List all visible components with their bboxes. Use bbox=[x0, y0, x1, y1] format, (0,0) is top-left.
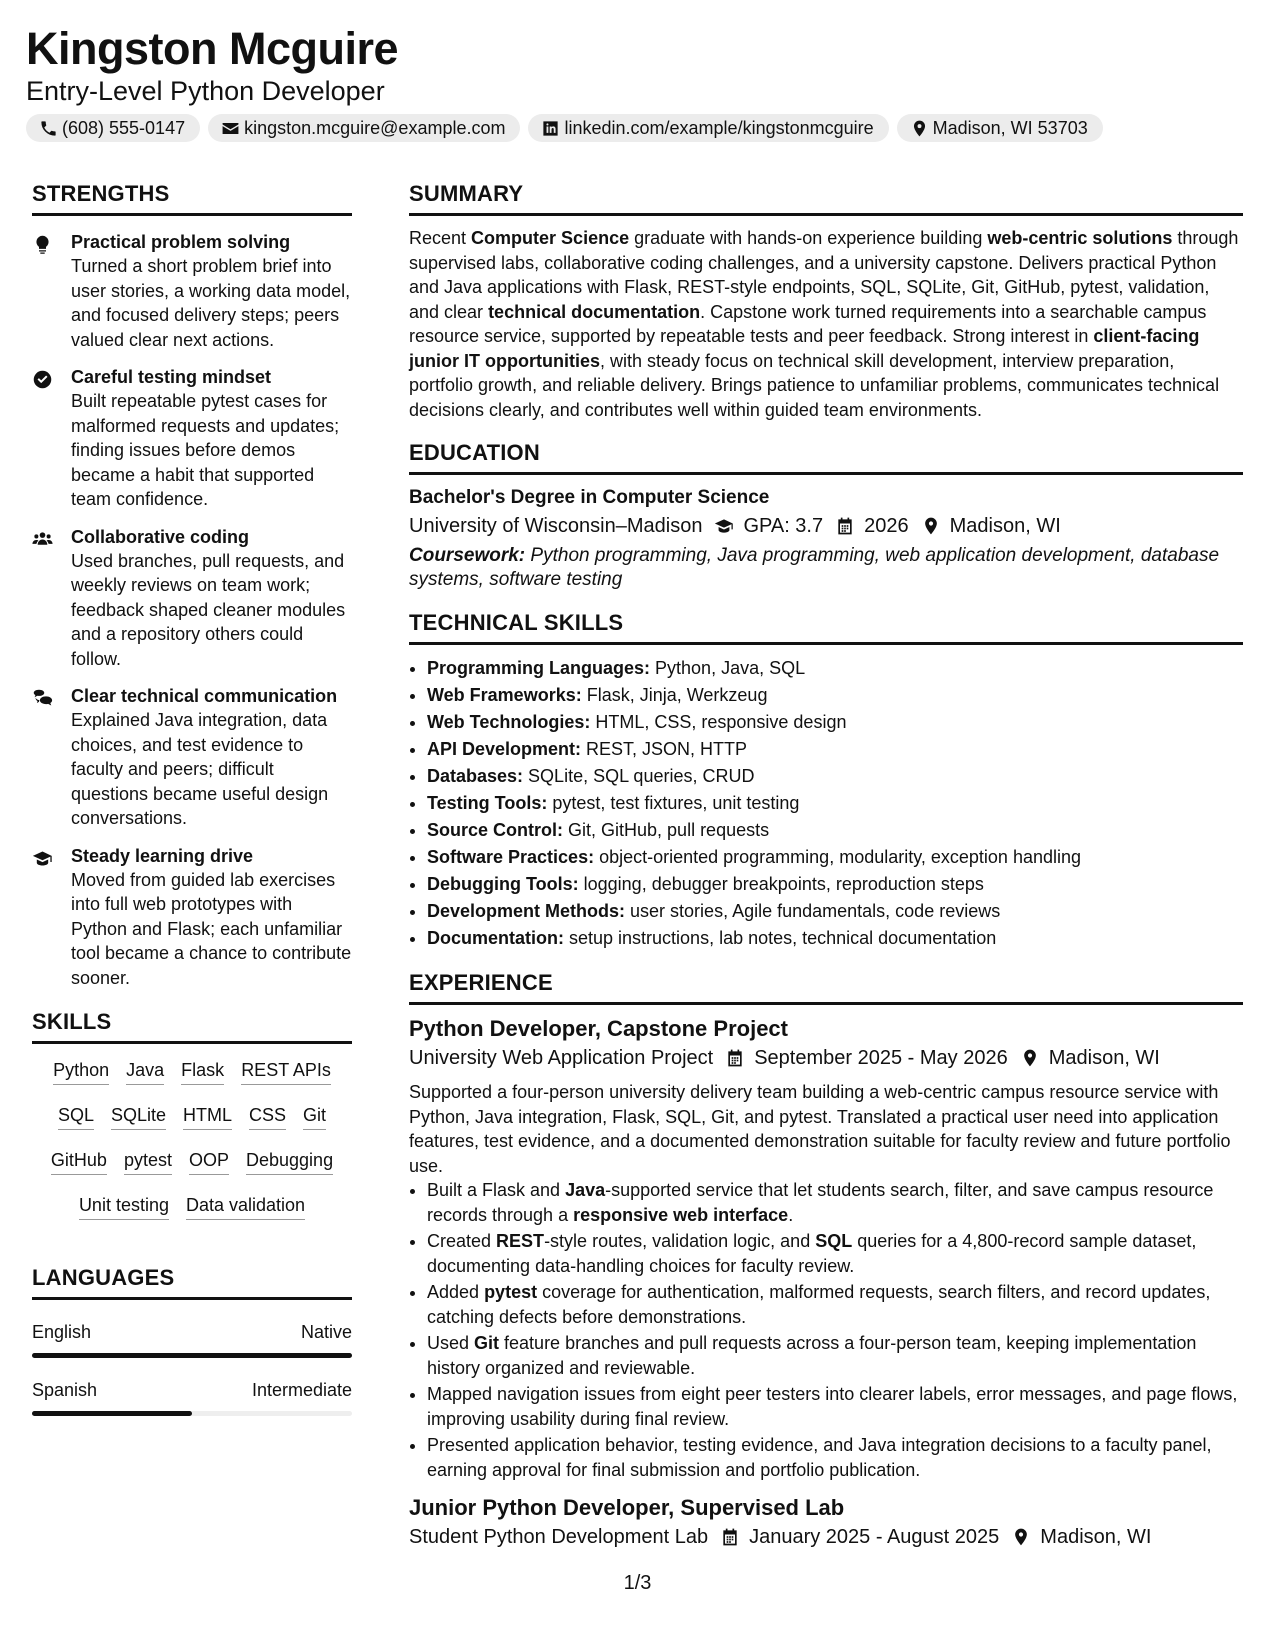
left-column bbox=[32, 180, 352, 1416]
technical-skill-item bbox=[427, 655, 1243, 682]
calendar-icon bbox=[725, 1048, 745, 1068]
skill-tag: pytest bbox=[124, 1148, 172, 1175]
education-coursework bbox=[409, 544, 1243, 592]
strength-item bbox=[32, 525, 352, 672]
skill-tag: HTML bbox=[183, 1103, 232, 1130]
skill-value: user stories, Agile fundamentals, code reviews bbox=[625, 901, 1001, 921]
language-name: English bbox=[32, 1322, 92, 1342]
bullet-part: Built a Flask and bbox=[427, 1180, 566, 1200]
skill-tag: Flask bbox=[181, 1058, 224, 1085]
education-degree: Bachelor's Degree in Computer Science bbox=[409, 487, 770, 508]
technical-skill-item bbox=[427, 709, 1243, 736]
job-title: Junior Python Developer, Supervised Lab bbox=[409, 1495, 845, 1520]
job-org: Student Python Development Lab bbox=[409, 1526, 709, 1548]
skill-label: Development Methods: bbox=[427, 901, 626, 921]
strength-item bbox=[32, 365, 352, 512]
strength-desc: Turned a short problem brief into user stories, a working data model, and focused delivery steps; peers valued clear next actions. bbox=[71, 256, 351, 350]
skill-label: Web Technologies: bbox=[427, 712, 591, 732]
language-bar bbox=[32, 1353, 352, 1358]
skill-tag: SQL bbox=[58, 1103, 94, 1130]
strength-desc: Explained Java integration, data choices, and test evidence to faculty and peers; difficult questions became useful design conversations. bbox=[71, 710, 329, 828]
candidate-name: Kingston Mcguire bbox=[26, 23, 398, 74]
bullet-part: feature branches and pull requests across a four-person team, keeping implementation history organized and reviewable. bbox=[427, 1333, 1197, 1378]
job-bullet bbox=[427, 1280, 1243, 1329]
skill-label: Documentation: bbox=[427, 928, 564, 948]
contact-bar bbox=[26, 114, 1103, 142]
technical-skills-heading: TECHNICAL SKILLS bbox=[409, 609, 1243, 645]
right-column bbox=[409, 180, 1243, 1552]
calendar-icon bbox=[835, 516, 855, 536]
summary-part: technical documentation bbox=[488, 301, 701, 322]
contact-email[interactable] bbox=[208, 114, 520, 142]
skill-label: Web Frameworks: bbox=[427, 685, 582, 705]
skill-tag: REST APIs bbox=[241, 1058, 331, 1085]
strength-title: Careful testing mindset bbox=[71, 367, 272, 387]
skill-label: Testing Tools: bbox=[427, 793, 548, 813]
summary-part: Recent bbox=[409, 228, 472, 248]
technical-skill-item bbox=[427, 682, 1243, 709]
linkedin-icon bbox=[541, 119, 560, 138]
language-item bbox=[32, 1378, 352, 1416]
bullet-part: Mapped navigation issues from eight peer testers into clearer labels, error messages, and page flows, improving usability during final review. bbox=[427, 1384, 1238, 1429]
bullet-part: SQL bbox=[815, 1231, 853, 1251]
job-meta bbox=[409, 1522, 1243, 1552]
job-bullet bbox=[427, 1433, 1243, 1482]
skill-tag: GitHub bbox=[51, 1148, 107, 1175]
graduation-cap-icon bbox=[714, 516, 734, 536]
job-meta bbox=[409, 1043, 1243, 1073]
graduation-cap-icon bbox=[32, 848, 53, 869]
language-level: Native bbox=[300, 1322, 352, 1342]
strength-item bbox=[32, 230, 352, 352]
bullet-part: . bbox=[788, 1204, 794, 1225]
technical-skills-list bbox=[409, 655, 1243, 952]
summary-part: web-centric solutions bbox=[987, 228, 1173, 248]
lightbulb-icon bbox=[32, 234, 53, 255]
skill-value: REST, JSON, HTTP bbox=[581, 739, 748, 759]
education-gpa: GPA: 3.7 bbox=[743, 515, 824, 537]
map-pin-icon bbox=[1011, 1527, 1031, 1547]
bullet-part: coverage for authentication, malformed requests, search filters, and record updates, catching defects before demonstrations. bbox=[427, 1282, 1211, 1327]
skill-tag: OOP bbox=[189, 1148, 229, 1175]
job-entry bbox=[409, 1015, 1243, 1482]
strength-desc: Used branches, pull requests, and weekly reviews on team work; feedback shaped cleaner modules and a repository others could follow. bbox=[71, 550, 346, 669]
technical-skill-item bbox=[427, 790, 1243, 817]
comments-icon bbox=[32, 688, 53, 709]
check-circle-icon bbox=[32, 369, 53, 390]
contact-location[interactable] bbox=[897, 114, 1103, 142]
bullet-part: queries for a 4,800-record sample dataset, documenting data-handling choices for faculty review. bbox=[427, 1231, 1197, 1276]
summary-text bbox=[409, 226, 1243, 422]
job-entry bbox=[409, 1494, 1243, 1552]
skill-tag: Debugging bbox=[246, 1148, 333, 1175]
language-bar-fill bbox=[32, 1411, 192, 1416]
education-year: 2026 bbox=[864, 515, 909, 537]
bullet-part: Git bbox=[474, 1333, 500, 1353]
job-location: Madison, WI bbox=[1048, 1047, 1160, 1069]
skill-label: Databases: bbox=[427, 766, 524, 786]
strengths-heading: STRENGTHS bbox=[32, 180, 352, 216]
skill-value: object-oriented programming, modularity, exception handling bbox=[594, 847, 1082, 867]
users-icon bbox=[32, 529, 53, 550]
phone-icon bbox=[39, 119, 58, 138]
skills-heading: SKILLS bbox=[32, 1008, 352, 1044]
job-location: Madison, WI bbox=[1040, 1526, 1152, 1548]
skill-tag: SQLite bbox=[111, 1103, 166, 1130]
summary-part: client-facing junior IT opportunities bbox=[409, 326, 1200, 371]
contact-linkedin[interactable] bbox=[528, 114, 888, 142]
skill-value: Python, Java, SQL bbox=[650, 658, 806, 678]
map-pin-icon bbox=[921, 516, 941, 536]
coursework-label: Coursework: bbox=[409, 545, 526, 566]
strength-desc: Built repeatable pytest cases for malformed requests and updates; finding issues before demos became a habit that supported team confidence. bbox=[71, 391, 340, 509]
skill-value: setup instructions, lab notes, technical documentation bbox=[564, 928, 997, 948]
contact-linkedin-text: linkedin.com/example/kingstonmcguire bbox=[564, 117, 874, 138]
job-bullet bbox=[427, 1178, 1243, 1227]
contact-phone-text: (608) 555-0147 bbox=[62, 117, 186, 138]
technical-skill-item bbox=[427, 817, 1243, 844]
technical-skill-item bbox=[427, 925, 1243, 952]
contact-phone[interactable] bbox=[26, 114, 200, 142]
bullet-part: responsive web interface bbox=[573, 1204, 789, 1225]
skill-label: API Development: bbox=[427, 739, 582, 759]
summary-heading: SUMMARY bbox=[409, 180, 1243, 216]
strengths-list bbox=[32, 230, 352, 990]
language-bar bbox=[32, 1411, 352, 1416]
bullet-part: Java bbox=[565, 1180, 606, 1200]
technical-skill-item bbox=[427, 844, 1243, 871]
summary-part: , with steady focus on technical skill development, interview preparation, portfolio growth, and reliable delivery. Brings patience to unfamiliar problems, communicates technical decisions clearly, and contributes well within guided team environments. bbox=[409, 350, 1220, 420]
job-description: Supported a four-person university delivery team building a web-centric campus resource service with Python, Java integration, Flask, SQL, Git, and pytest. Translated a practical user need into application features, test evidence, and a documented demonstration suitable for faculty review and future portfolio use. bbox=[409, 1082, 1231, 1176]
summary-part: . Capstone work turned requirements into a searchable campus resource service, supported by repeatable tests and peer feedback. Strong interest in bbox=[409, 301, 1207, 346]
language-name: Spanish bbox=[32, 1380, 98, 1400]
job-org: University Web Application Project bbox=[409, 1047, 714, 1069]
bullet-part: pytest bbox=[484, 1282, 538, 1302]
summary-part: through supervised labs, collaborative coding challenges, and a university capstone. Delivers practical Python and Java applications with Flask, REST-style endpoints, SQL, SQLite, Git, GitHub, pytest, validation, and clear bbox=[409, 228, 1239, 322]
skill-tag: Python bbox=[53, 1058, 109, 1085]
strength-title: Collaborative coding bbox=[71, 526, 250, 547]
job-title: Python Developer, Capstone Project bbox=[409, 1016, 788, 1041]
skill-tag: Unit testing bbox=[79, 1193, 169, 1220]
bullet-part: -style routes, validation logic, and bbox=[544, 1231, 816, 1251]
languages-heading: LANGUAGES bbox=[32, 1264, 352, 1300]
job-dates: January 2025 - August 2025 bbox=[749, 1526, 1000, 1548]
job-dates: September 2025 - May 2026 bbox=[754, 1047, 1008, 1069]
contact-location-text: Madison, WI 53703 bbox=[932, 117, 1088, 138]
calendar-icon bbox=[720, 1527, 740, 1547]
map-pin-icon bbox=[1020, 1048, 1040, 1068]
strength-title: Clear technical communication bbox=[71, 686, 338, 706]
bullet-part: Added bbox=[427, 1282, 485, 1302]
skill-label: Source Control: bbox=[427, 820, 564, 840]
language-bar-fill bbox=[32, 1353, 352, 1358]
skill-value: Git, GitHub, pull requests bbox=[563, 820, 770, 840]
technical-skill-item bbox=[427, 898, 1243, 925]
education-location: Madison, WI bbox=[949, 515, 1061, 537]
contact-email-text: kingston.mcguire@example.com bbox=[244, 117, 506, 138]
strength-desc: Moved from guided lab exercises into full web prototypes with Python and Flask; each unfamiliar tool became a chance to contribute sooner. bbox=[71, 869, 352, 988]
bullet-part: Used bbox=[427, 1333, 475, 1353]
bullet-part: -supported service that let students search, filter, and save campus resource records through a bbox=[427, 1180, 1214, 1225]
education-meta bbox=[409, 511, 1243, 541]
technical-skill-item bbox=[427, 763, 1243, 790]
education-school: University of Wisconsin–Madison bbox=[409, 515, 703, 537]
strength-title: Steady learning drive bbox=[71, 845, 254, 866]
technical-skill-item bbox=[427, 871, 1243, 898]
skill-tag: Java bbox=[126, 1058, 164, 1085]
bullet-part: REST bbox=[496, 1231, 545, 1251]
languages-section bbox=[32, 1264, 352, 1416]
skill-tag: Git bbox=[303, 1103, 326, 1130]
bullet-part: Presented application behavior, testing evidence, and Java integration decisions to a faculty panel, earning approval for final submission and portfolio publication. bbox=[427, 1435, 1212, 1480]
language-item bbox=[32, 1320, 352, 1358]
skill-value: HTML, CSS, responsive design bbox=[590, 712, 847, 732]
bullet-part: Created bbox=[427, 1231, 497, 1251]
skill-value: pytest, test fixtures, unit testing bbox=[547, 793, 800, 813]
skill-tag: CSS bbox=[249, 1103, 286, 1130]
coursework-text: Python programming, Java programming, web application development, database systems, software testing bbox=[409, 545, 1220, 590]
skill-value: logging, debugger breakpoints, reproduction steps bbox=[578, 874, 984, 894]
skill-value: Flask, Jinja, Werkzeug bbox=[581, 685, 768, 705]
skill-tag: Data validation bbox=[186, 1193, 305, 1220]
skill-label: Debugging Tools: bbox=[427, 874, 579, 894]
strength-item bbox=[32, 684, 352, 831]
skill-label: Software Practices: bbox=[427, 847, 595, 867]
technical-skill-item bbox=[427, 736, 1243, 763]
skill-value: SQLite, SQL queries, CRUD bbox=[523, 766, 755, 786]
skills-tags bbox=[32, 1058, 352, 1220]
strength-item bbox=[32, 844, 352, 991]
map-pin-icon bbox=[910, 119, 929, 138]
job-bullet bbox=[427, 1382, 1243, 1431]
summary-part: graduate with hands-on experience building bbox=[629, 228, 988, 248]
summary-part: Computer Science bbox=[471, 228, 630, 248]
page-number: 1/3 bbox=[623, 1572, 652, 1594]
education-heading: EDUCATION bbox=[409, 439, 1243, 475]
language-level: Intermediate bbox=[251, 1380, 352, 1400]
job-bullet bbox=[427, 1331, 1243, 1380]
job-bullet bbox=[427, 1229, 1243, 1278]
candidate-title: Entry-Level Python Developer bbox=[26, 76, 385, 106]
experience-heading: EXPERIENCE bbox=[409, 969, 1243, 1005]
skill-label: Programming Languages: bbox=[427, 658, 651, 678]
strength-title: Practical problem solving bbox=[71, 232, 291, 252]
envelope-icon bbox=[221, 119, 240, 138]
job-bullets bbox=[409, 1178, 1243, 1482]
